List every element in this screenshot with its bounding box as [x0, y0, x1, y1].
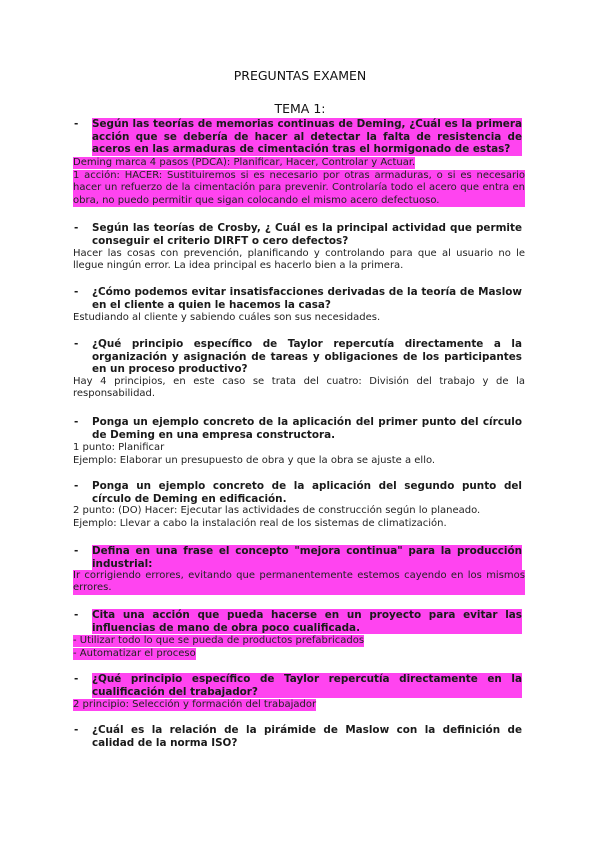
- document-title: PREGUNTAS EXAMEN: [233, 68, 367, 83]
- bullet-dash: -: [74, 724, 79, 736]
- bullet-dash: -: [74, 673, 79, 685]
- answer-7: Ir corrigiendo errores, evitando que permanentemente estemos cayendo en los mismos errores.: [73, 570, 525, 594]
- question-2: - Según las teorías de Crosby, ¿ Cuál es la principal actividad que permite conseguir el criterio DIRFT o cero defectos?: [74, 222, 522, 247]
- bullet-dash: -: [74, 480, 79, 492]
- question-5: - Ponga un ejemplo concreto de la aplicación del primer punto del círculo de Deming en una empresa constructora.: [74, 416, 522, 441]
- answer-9: 2 principio: Selección y formación del trabajador: [73, 699, 317, 710]
- question-1: - Según las teorías de memorias continuas de Deming, ¿Cuál es la primera acción que se debería de hacer al detectar la falta de resistencia de aceros en las armaduras de cimentación tras el hormigonado de estas?: [74, 118, 522, 156]
- answer-6b: Ejemplo: Llevar a cabo la instalación real de los sistemas de climatización.: [73, 518, 447, 529]
- bullet-dash: -: [74, 222, 79, 234]
- answer-6a: 2 punto: (DO) Hacer: Ejecutar las actividades de construcción según lo planeado.: [73, 505, 481, 516]
- question-7: - Defina en una frase el concepto "mejora continua" para la producción industrial:: [74, 545, 522, 570]
- answer-1a: Deming marca 4 pasos (PDCA): Planificar, Hacer, Controlar y Actuar.: [73, 157, 416, 168]
- answer-5b: Ejemplo: Elaborar un presupuesto de obra y que la obra se ajuste a ello.: [73, 455, 436, 466]
- answer-8b: - Automatizar el proceso: [73, 648, 196, 659]
- answer-4: Hay 4 principios, en este caso se trata del cuatro: División del trabajo y de la responsabilidad.: [73, 376, 525, 400]
- section-title: TEMA 1:: [274, 101, 326, 116]
- bullet-dash: -: [74, 609, 79, 621]
- question-10: - ¿Cuál es la relación de la pirámide de Maslow con la definición de calidad de la norma ISO?: [74, 724, 522, 749]
- question-8: - Cita una acción que pueda hacerse en un proyecto para evitar las influencias de mano de obra poco cualificada.: [74, 609, 522, 634]
- answer-3: Estudiando al cliente y sabiendo cuáles son sus necesidades.: [73, 312, 381, 323]
- bullet-dash: -: [74, 286, 79, 298]
- question-3: - ¿Cómo podemos evitar insatisfacciones derivadas de la teoría de Maslow en el cliente a quien le hacemos la casa?: [74, 286, 522, 311]
- question-6: - Ponga un ejemplo concreto de la aplicación del segundo punto del círculo de Deming en edificación.: [74, 480, 522, 505]
- question-9: - ¿Qué principio específico de Taylor repercutía directamente en la cualificación del trabajador?: [74, 673, 522, 698]
- bullet-dash: -: [74, 338, 79, 350]
- bullet-dash: -: [74, 118, 79, 130]
- answer-8a: - Utilizar todo lo que se pueda de productos prefabricados: [73, 635, 365, 646]
- bullet-dash: -: [74, 545, 79, 557]
- question-4: - ¿Qué principio específico de Taylor repercutía directamente a la organización y asignación de tareas y obligaciones de los participantes en un proceso productivo?: [74, 338, 522, 376]
- bullet-dash: -: [74, 416, 79, 428]
- answer-2: Hacer las cosas con prevención, planificando y controlando para que al usuario no le llegue ningún error. La idea principal es hacerlo bien a la primera.: [73, 248, 525, 272]
- answer-5a: 1 punto: Planificar: [73, 442, 165, 453]
- answer-1b: 1 acción: HACER: Sustituiremos si es necesario por otras armaduras, o si es necesario hacer un refuerzo de la cimentación para prevenir. Controlaría todo el acero que entra en obra, no puedo permitir que sigan colocando el mismo acero defectuoso.: [73, 170, 525, 206]
